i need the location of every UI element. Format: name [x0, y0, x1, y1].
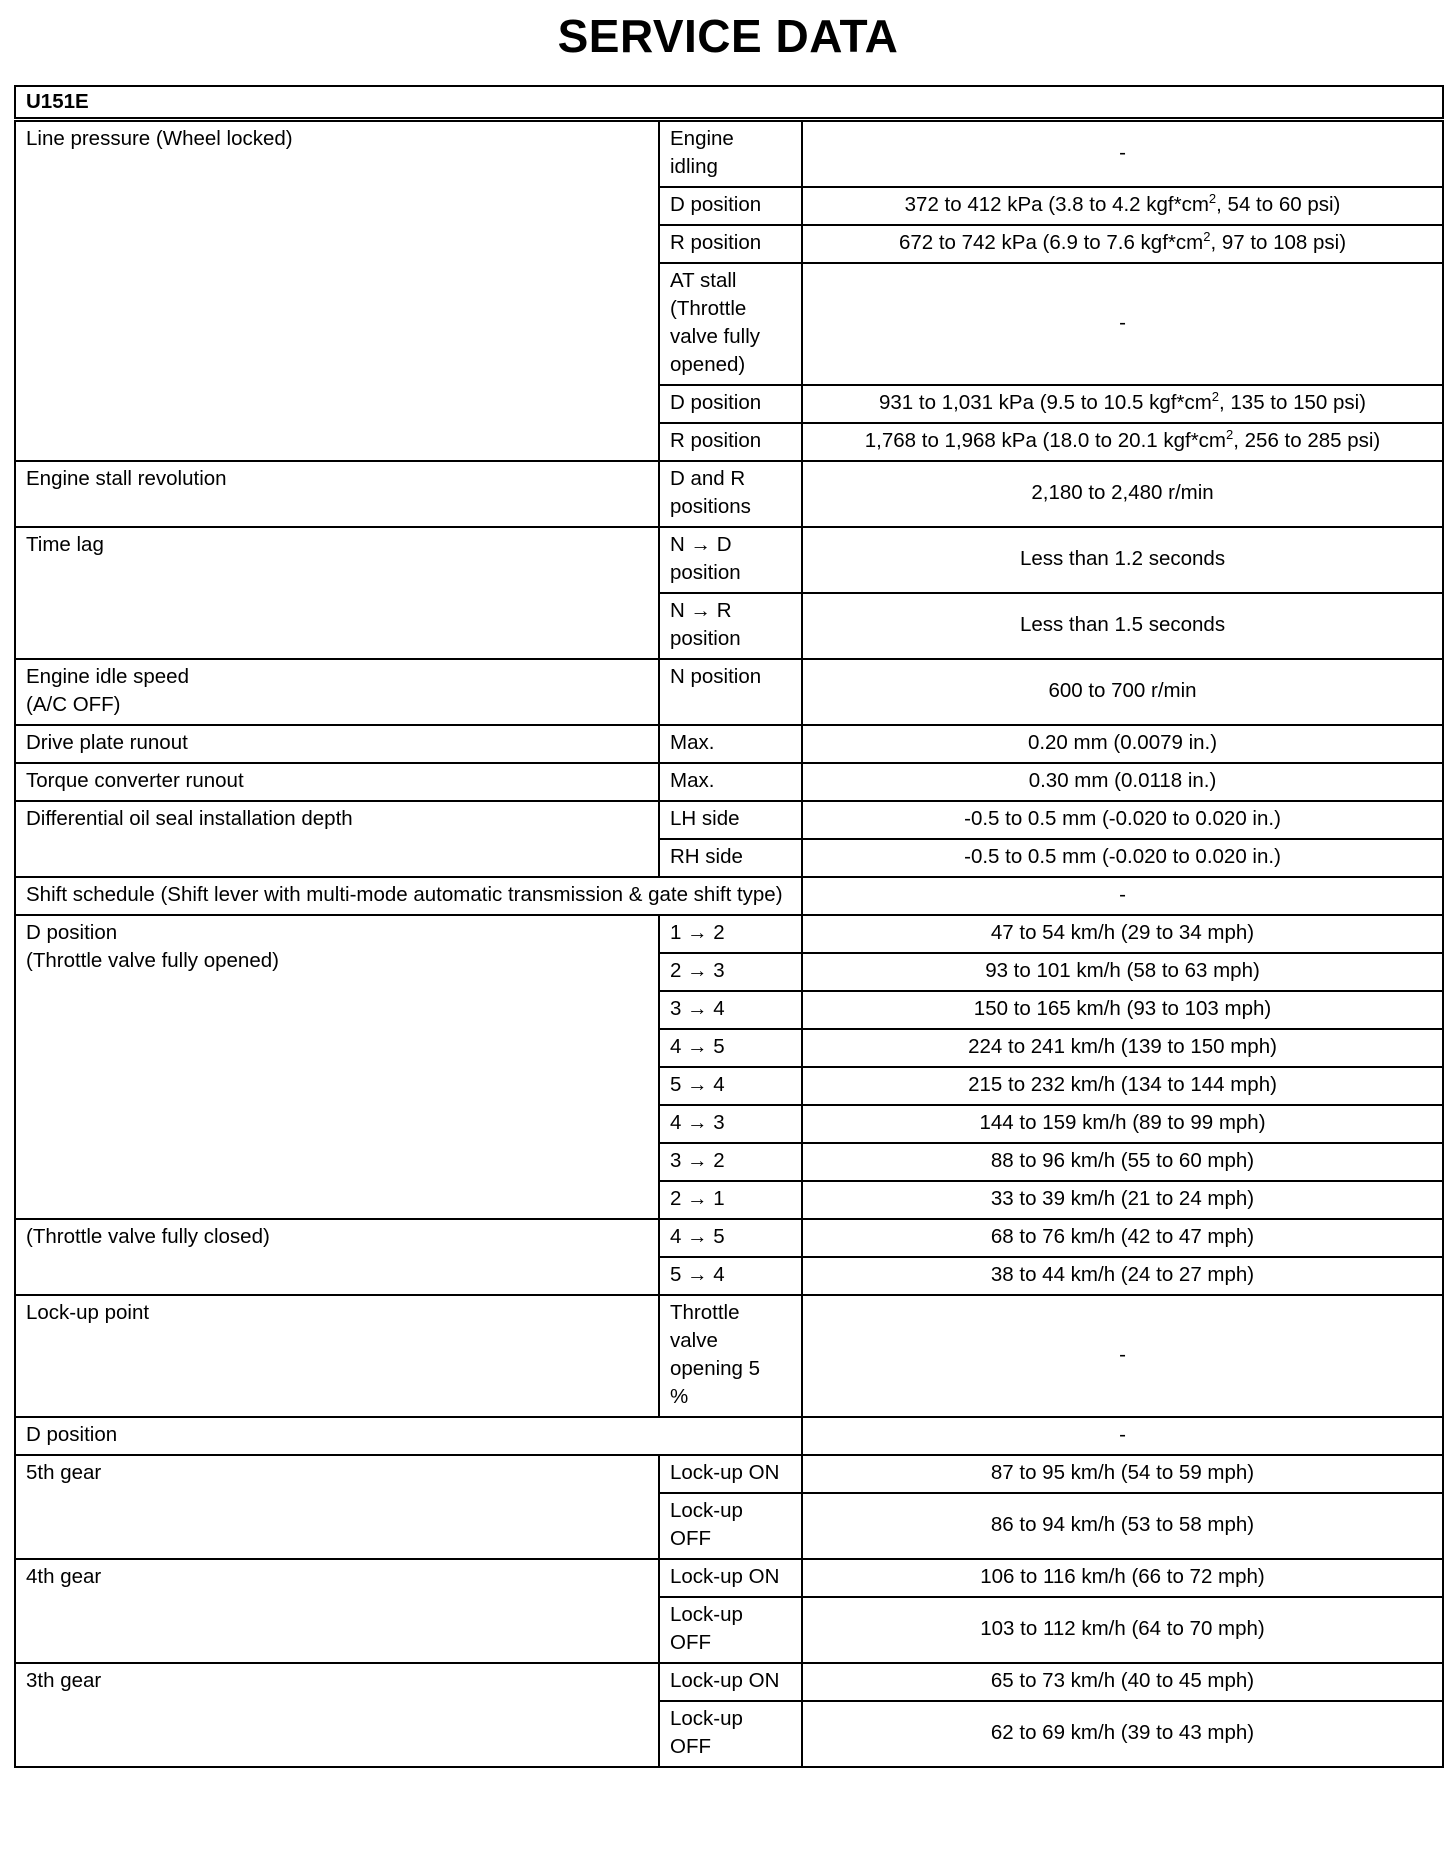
item-label: Engine stall revolution	[15, 461, 659, 527]
condition-cell: D and R positions	[659, 461, 802, 527]
condition-cell: AT stall (Throttle valve fully opened)	[659, 263, 802, 385]
value-cell: 672 to 742 kPa (6.9 to 7.6 $kgf*cm^2$, 97 to 108 psi)	[802, 225, 1443, 263]
value-cell: 93 to 101 km/h (58 to 63 mph)	[802, 953, 1443, 991]
table-row	[15, 1219, 1443, 1257]
value-cell: 103 to 112 km/h (64 to 70 mph)	[802, 1597, 1443, 1663]
value-cell: Less than 1.2 seconds	[802, 527, 1443, 593]
item-label: Line pressure (Wheel locked)	[15, 120, 659, 462]
value-cell: 931 to 1,031 kPa (9.5 to 10.5 $kgf*cm^2$, 135 to 150 psi)	[802, 385, 1443, 423]
condition-cell: 5 → 4	[659, 1257, 802, 1295]
condition-cell: 3 → 4	[659, 991, 802, 1029]
value-cell: 224 to 241 km/h (139 to 150 mph)	[802, 1029, 1443, 1067]
table-row	[15, 527, 1443, 593]
table-row	[15, 915, 1443, 953]
value-cell: 33 to 39 km/h (21 to 24 mph)	[802, 1181, 1443, 1219]
condition-cell: D position	[659, 385, 802, 423]
value-cell: 68 to 76 km/h (42 to 47 mph)	[802, 1219, 1443, 1257]
table-row	[15, 1417, 1443, 1455]
item-label: 3th gear	[15, 1663, 659, 1767]
item-label: Engine idle speed (A/C OFF)	[15, 659, 659, 725]
item-label: 5th gear	[15, 1455, 659, 1559]
item-label: Drive plate runout	[15, 725, 659, 763]
condition-cell: R position	[659, 423, 802, 461]
value-cell: 86 to 94 km/h (53 to 58 mph)	[802, 1493, 1443, 1559]
item-label: Lock-up point	[15, 1295, 659, 1417]
value-cell: -	[802, 1417, 1443, 1455]
value-cell: 88 to 96 km/h (55 to 60 mph)	[802, 1143, 1443, 1181]
value-cell: 1,768 to 1,968 kPa (18.0 to 20.1 $kgf*cm^2$, 256 to 285 psi)	[802, 423, 1443, 461]
condition-cell: R position	[659, 225, 802, 263]
condition-cell: 3 → 2	[659, 1143, 802, 1181]
value-cell: -	[802, 120, 1443, 188]
value-cell: -	[802, 1295, 1443, 1417]
condition-cell: 4 → 5	[659, 1219, 802, 1257]
value-cell: Less than 1.5 seconds	[802, 593, 1443, 659]
condition-cell: D position	[659, 187, 802, 225]
model-row	[15, 86, 1443, 120]
service-data-table	[14, 85, 1444, 1768]
condition-cell: 2 → 1	[659, 1181, 802, 1219]
item-label: (Throttle valve fully closed)	[15, 1219, 659, 1295]
condition-cell: N → R position	[659, 593, 802, 659]
table-row	[15, 763, 1443, 801]
item-label: 4th gear	[15, 1559, 659, 1663]
condition-cell: N position	[659, 659, 802, 725]
value-cell: -0.5 to 0.5 mm (-0.020 to 0.020 in.)	[802, 839, 1443, 877]
value-cell: 144 to 159 km/h (89 to 99 mph)	[802, 1105, 1443, 1143]
value-cell: -0.5 to 0.5 mm (-0.020 to 0.020 in.)	[802, 801, 1443, 839]
value-cell: 0.30 mm (0.0118 in.)	[802, 763, 1443, 801]
value-cell: 600 to 700 r/min	[802, 659, 1443, 725]
table-row	[15, 725, 1443, 763]
condition-cell: Max.	[659, 725, 802, 763]
table-row	[15, 1663, 1443, 1701]
condition-cell: 4 → 5	[659, 1029, 802, 1067]
value-cell: 372 to 412 kPa (3.8 to 4.2 $kgf*cm^2$, 54 to 60 psi)	[802, 187, 1443, 225]
table-row	[15, 1455, 1443, 1493]
table-row	[15, 1559, 1443, 1597]
condition-cell: Lock-up OFF	[659, 1701, 802, 1767]
value-cell: 38 to 44 km/h (24 to 27 mph)	[802, 1257, 1443, 1295]
condition-cell: Lock-up ON	[659, 1663, 802, 1701]
condition-cell: Lock-up ON	[659, 1455, 802, 1493]
table-row	[15, 801, 1443, 839]
page-title: SERVICE DATA	[557, 10, 899, 62]
condition-cell: Lock-up ON	[659, 1559, 802, 1597]
condition-cell: Throttle valve opening 5 %	[659, 1295, 802, 1417]
value-cell: 62 to 69 km/h (39 to 43 mph)	[802, 1701, 1443, 1767]
section-label: D position	[15, 1417, 802, 1455]
table-row	[15, 120, 1443, 188]
condition-cell: Lock-up OFF	[659, 1597, 802, 1663]
condition-cell: Engine idling	[659, 120, 802, 188]
value-cell: 47 to 54 km/h (29 to 34 mph)	[802, 915, 1443, 953]
condition-cell: 5 → 4	[659, 1067, 802, 1105]
condition-cell: N → D position	[659, 527, 802, 593]
value-cell: 87 to 95 km/h (54 to 59 mph)	[802, 1455, 1443, 1493]
condition-cell: Lock-up OFF	[659, 1493, 802, 1559]
item-label: Time lag	[15, 527, 659, 659]
condition-cell: 1 → 2	[659, 915, 802, 953]
item-label: Differential oil seal installation depth	[15, 801, 659, 877]
item-label: D position (Throttle valve fully opened)	[15, 915, 659, 1219]
condition-cell: RH side	[659, 839, 802, 877]
value-cell: -	[802, 877, 1443, 915]
item-label: Torque converter runout	[15, 763, 659, 801]
condition-cell: 2 → 3	[659, 953, 802, 991]
table-row	[15, 877, 1443, 915]
model-label: U151E	[15, 86, 1443, 120]
table-row	[15, 659, 1443, 725]
condition-cell: 4 → 3	[659, 1105, 802, 1143]
value-cell: -	[802, 263, 1443, 385]
value-cell: 2,180 to 2,480 r/min	[802, 461, 1443, 527]
table-row	[15, 1295, 1443, 1417]
value-cell: 106 to 116 km/h (66 to 72 mph)	[802, 1559, 1443, 1597]
value-cell: 150 to 165 km/h (93 to 103 mph)	[802, 991, 1443, 1029]
table-row	[15, 461, 1443, 527]
value-cell: 65 to 73 km/h (40 to 45 mph)	[802, 1663, 1443, 1701]
condition-cell: Max.	[659, 763, 802, 801]
value-cell: 0.20 mm (0.0079 in.)	[802, 725, 1443, 763]
condition-cell: LH side	[659, 801, 802, 839]
value-cell: 215 to 232 km/h (134 to 144 mph)	[802, 1067, 1443, 1105]
section-label: Shift schedule (Shift lever with multi-mode automatic transmission & gate shift type)	[15, 877, 802, 915]
